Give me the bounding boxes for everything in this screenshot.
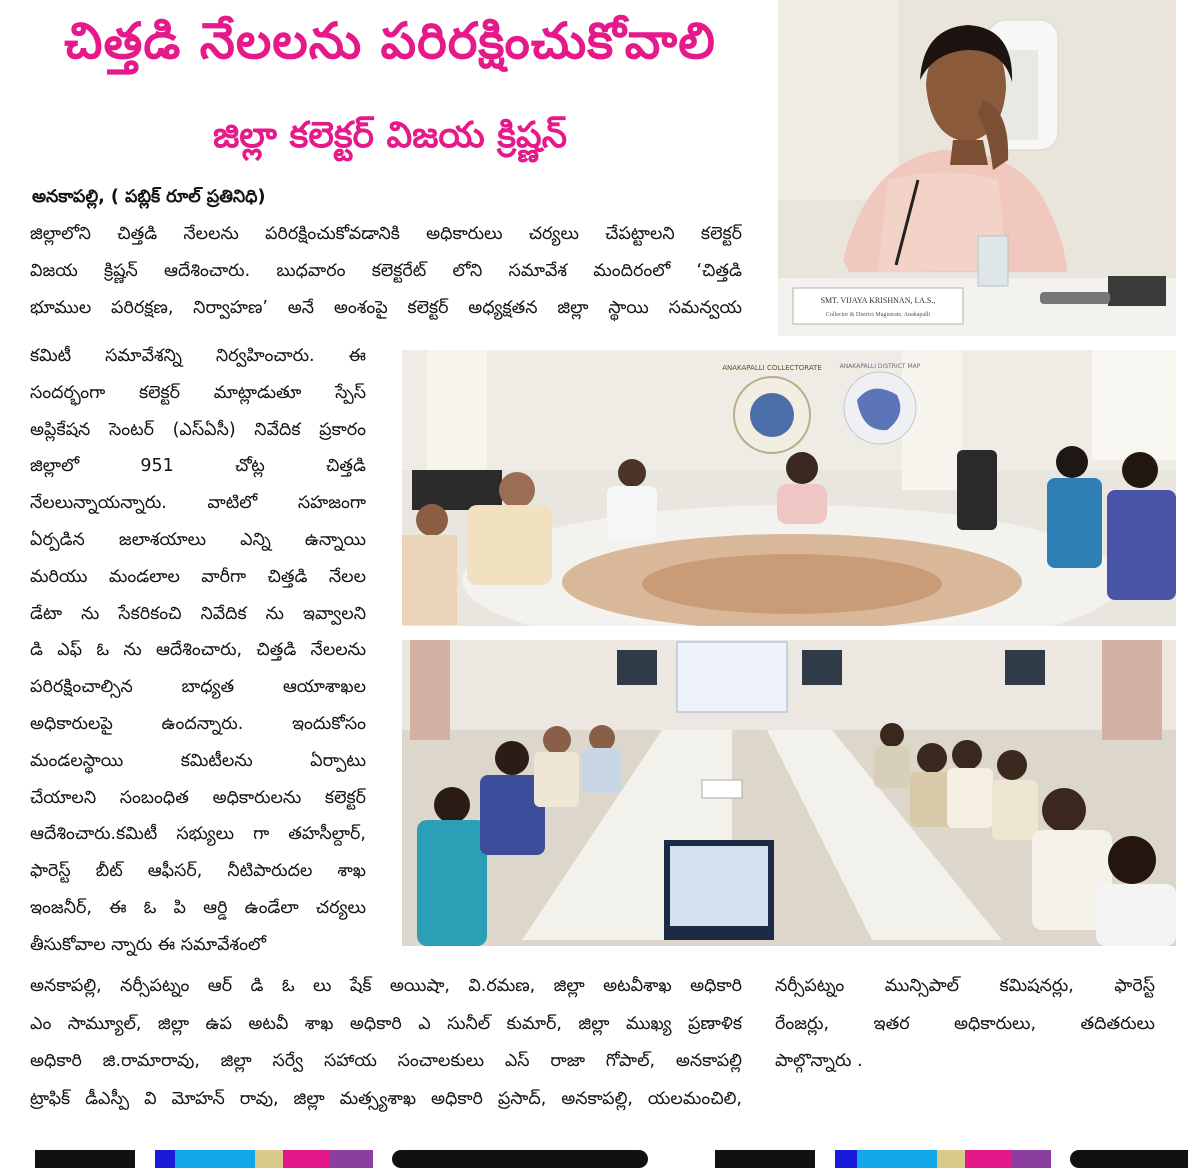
print-color-bar [35, 1150, 135, 1168]
body-line: చేయాలని సంబంధిత అధికారులను కలెక్టర్ [30, 787, 366, 808]
body-line: డి ఎఫ్ ఓ ను ఆదేశించారు, చిత్తడి నేలలను [30, 640, 366, 661]
nameplate-line2: Collector & District Magistrate, Anakapalli [825, 312, 931, 318]
print-color-bar [937, 1150, 965, 1168]
meeting-photo-bottom [402, 640, 1176, 946]
body-line: ఏర్పడిన జలాశయాలు ఎన్ని ఉన్నాయి [30, 530, 366, 550]
print-color-bar [392, 1150, 648, 1168]
body-line: అధికారి జి.రామారావు, జిల్లా సర్వే సహాయ సంచాలకులు ఎస్ రాజా గోపాల్, అనకాపల్లి [30, 1051, 742, 1071]
print-color-bar [255, 1150, 283, 1168]
body-line: ఎం సామ్యూల్, జిల్లా ఉప అటవీ శాఖ అధికారి ఎ సునీల్ కుమార్, జిల్లా ముఖ్య ప్రణాళిక [30, 1014, 742, 1034]
body-line: ఇంజనీర్, ఈ ఓ పి ఆర్డి ఉండేలా చర్యలు [30, 898, 366, 918]
print-color-bar [1011, 1150, 1051, 1168]
collector-photo [778, 0, 1176, 336]
body-line: రేంజర్లు, ఇతర అధికారులు, తదితరులు [775, 1014, 1155, 1034]
print-color-bar [715, 1150, 815, 1168]
body-line: ఆదేశించారు.కమిటీ సభ్యులు గా తహసీల్దార్, [30, 824, 366, 845]
dateline: అనకాపల్లి, ( పబ్లిక్ రూల్ ప్రతినిధి) [32, 187, 266, 207]
print-color-bar [283, 1150, 329, 1168]
meeting-photo-bottom-illustration [402, 640, 1176, 946]
print-color-bar [965, 1150, 1011, 1168]
print-color-bar [175, 1150, 255, 1168]
body-line: అప్లికేషన సెంటర్ (ఎస్ఏసీ) నివేదిక ప్రకారం [30, 419, 366, 440]
body-line: ట్రాఫిక్ డీఎస్పీ వి మోహన్ రావు, జిల్లా మత్స్యశాఖ అధికారి ప్రసాద్, అనకాపల్లి, యలమంచిలి, [30, 1089, 742, 1109]
print-color-bar [857, 1150, 937, 1168]
body-line: నేలలున్నాయన్నారు. వాటిలో సహజంగా [30, 493, 366, 514]
body-line: మరియు మండలాల వారీగా చిత్తడి నేలల [30, 566, 366, 587]
print-color-bar [1070, 1150, 1188, 1168]
emblem-text: ANAKAPALLI COLLECTORATE [722, 364, 822, 372]
print-color-bar [835, 1150, 857, 1168]
body-line: పరిరక్షించాల్సిన బాధ్యత ఆయాశాఖల [30, 677, 366, 698]
nameplate-line1: SMT. VIJAYA KRISHNAN, I.A.S., [820, 296, 936, 305]
body-line: విజయ క్రిష్ణన్ ఆదేశించారు. బుధవారం కలెక్టరేట్ లోని సమావేశ మందిరంలో ‘చిత్తడి [30, 261, 742, 281]
collector-photo-illustration [778, 0, 1176, 336]
body-line: జిల్లాలోని చిత్తడి నేలలను పరిరక్షించుకోవడానికి అధికారులు చర్యలు చేపట్టాలని కలెక్టర్ [30, 224, 742, 244]
print-color-bar [155, 1150, 175, 1168]
body-line: ఫారెస్ట్ బీట్ ఆఫీసర్, నీటిపారుదల శాఖ [30, 861, 366, 882]
body-line: పాల్గొన్నారు . [775, 1051, 863, 1071]
body-line: డేటా ను సేకరికంచి నివేదిక ను ఇవ్వాలని [30, 603, 366, 624]
headline: చిత్తడి నేలలను పరిరక్షించుకోవాలి [64, 12, 716, 70]
body-line: మండలస్థాయి కమిటీలను ఏర్పాటు [30, 750, 366, 771]
body-line: నర్సీపట్నం మున్సిపాల్ కమిషనర్లు, ఫారెస్ట్ [775, 976, 1155, 996]
map-text: ANAKAPALLI DISTRICT MAP [839, 363, 921, 370]
body-line: కమిటీ సమావేశన్ని నిర్వహించారు. ఈ [30, 346, 366, 366]
body-line: సందర్భంగా కలెక్టర్ మాట్లాడుతూ స్పేస్ [30, 382, 366, 403]
subheadline: జిల్లా కలెక్టర్ విజయ క్రిష్ణన్ [212, 115, 567, 156]
body-line: అనకాపల్లి, నర్సీపట్నం ఆర్ డి ఓ లు షేక్ అయిషా, వి.రమణ, జిల్లా అటవీశాఖ అధికారి [30, 976, 742, 996]
meeting-photo-top [402, 350, 1176, 626]
body-line: అధికారులపై ఉందన్నారు. ఇందుకోసం [30, 714, 366, 734]
body-line: జిల్లాలో 951 చోట్ల చిత్తడి [30, 456, 366, 477]
body-line: తీసుకోవాల న్నారు ఈ సమావేశంలో [30, 934, 267, 955]
print-color-bar [329, 1150, 373, 1168]
meeting-photo-top-illustration [402, 350, 1176, 626]
body-line: భూముల పరిరక్షణ, నిర్వాహణ’ అనే అంశంపై కలెక్టర్ అధ్యక్షతన జిల్లా స్థాయి సమన్వయ [30, 298, 742, 318]
